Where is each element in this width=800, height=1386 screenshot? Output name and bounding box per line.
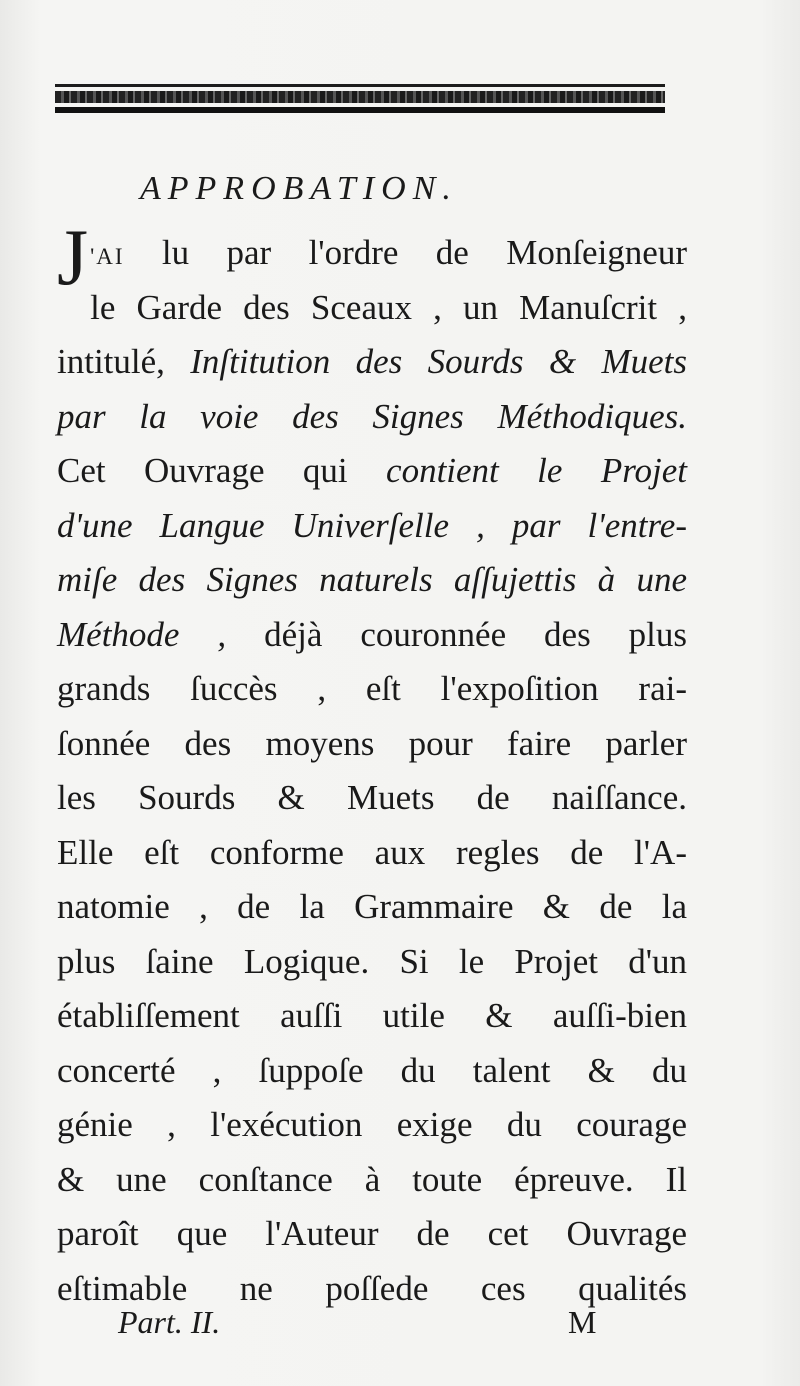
text-segment: ſonnée des moyens pour faire parler — [57, 723, 687, 763]
text-segment: intitulé, — [57, 342, 191, 381]
text-line — [57, 444, 687, 499]
text-segment: d'une Langue Univerſelle , par l'entre- — [57, 505, 687, 545]
text-segment: les Sourds & Muets de naiſſance. — [57, 778, 687, 817]
text-line — [57, 826, 687, 881]
text-line — [57, 717, 687, 772]
text-line — [57, 880, 687, 935]
text-line — [57, 226, 687, 281]
text-segment: par la voie des Signes Méthodiques. — [57, 396, 687, 436]
text-line — [57, 935, 687, 990]
signature-mark: M — [568, 1304, 597, 1340]
text-segment: & une conſtance à toute épreuve. Il — [57, 1159, 687, 1199]
ornamental-rule — [55, 84, 665, 116]
text-line — [57, 989, 687, 1044]
text-line — [57, 553, 687, 608]
text-line — [57, 390, 687, 445]
text-segment: Elle eſt conforme aux regles de l'A- — [57, 832, 687, 872]
text-line — [57, 608, 687, 663]
text-segment: plus ſaine Logique. Si le Projet d'un — [57, 941, 687, 981]
text-line — [57, 1207, 687, 1262]
text-segment: Inſtitution des Sourds & Muets — [190, 342, 688, 381]
approbation-text — [57, 214, 688, 1316]
text-line — [57, 1153, 687, 1208]
drop-cap: J — [57, 214, 89, 302]
text-segment: concerté , ſuppoſe du talent & du — [57, 1050, 687, 1090]
text-segment: établiſſement auſſi utile & auſſi-bien — [57, 996, 687, 1035]
text-segment: grands ſuccès , eſt l'expoſition rai- — [57, 669, 687, 708]
rule-top-line — [55, 84, 665, 87]
text-segment: paroît que l'Auteur de cet Ouvrage — [57, 1214, 687, 1253]
text-line — [57, 1044, 687, 1099]
text-segment: contient le Projet — [386, 451, 688, 490]
text-line — [57, 335, 687, 390]
part-label: Part. II. — [118, 1304, 221, 1340]
text-segment: génie , l'exécution exige du courage — [57, 1105, 687, 1144]
text-line — [57, 662, 687, 717]
text-line — [57, 771, 687, 826]
text-segment: 'AI — [90, 244, 125, 269]
text-line — [57, 499, 687, 554]
text-line — [57, 1098, 687, 1153]
text-segment: eſtimable ne poſſede ces qualités — [57, 1268, 687, 1308]
rule-band — [55, 91, 665, 103]
text-segment: natomie , de la Grammaire & de la — [57, 887, 687, 926]
text-segment: miſe des Signes naturels aſſujettis à une — [57, 560, 687, 599]
text-segment: déjà couronnée des plus — [226, 614, 687, 654]
text-segment: Cet Ouvrage qui — [57, 451, 387, 490]
text-line — [57, 281, 687, 336]
page-title: APPROBATION. — [140, 170, 458, 207]
text-segment: lu par l'ordre de Monſeigneur — [124, 233, 687, 272]
text-segment: le Garde des Sceaux , un Manuſcrit , — [90, 287, 687, 327]
text-segment: Méthode , — [57, 614, 227, 654]
rule-bottom-line — [55, 107, 665, 113]
